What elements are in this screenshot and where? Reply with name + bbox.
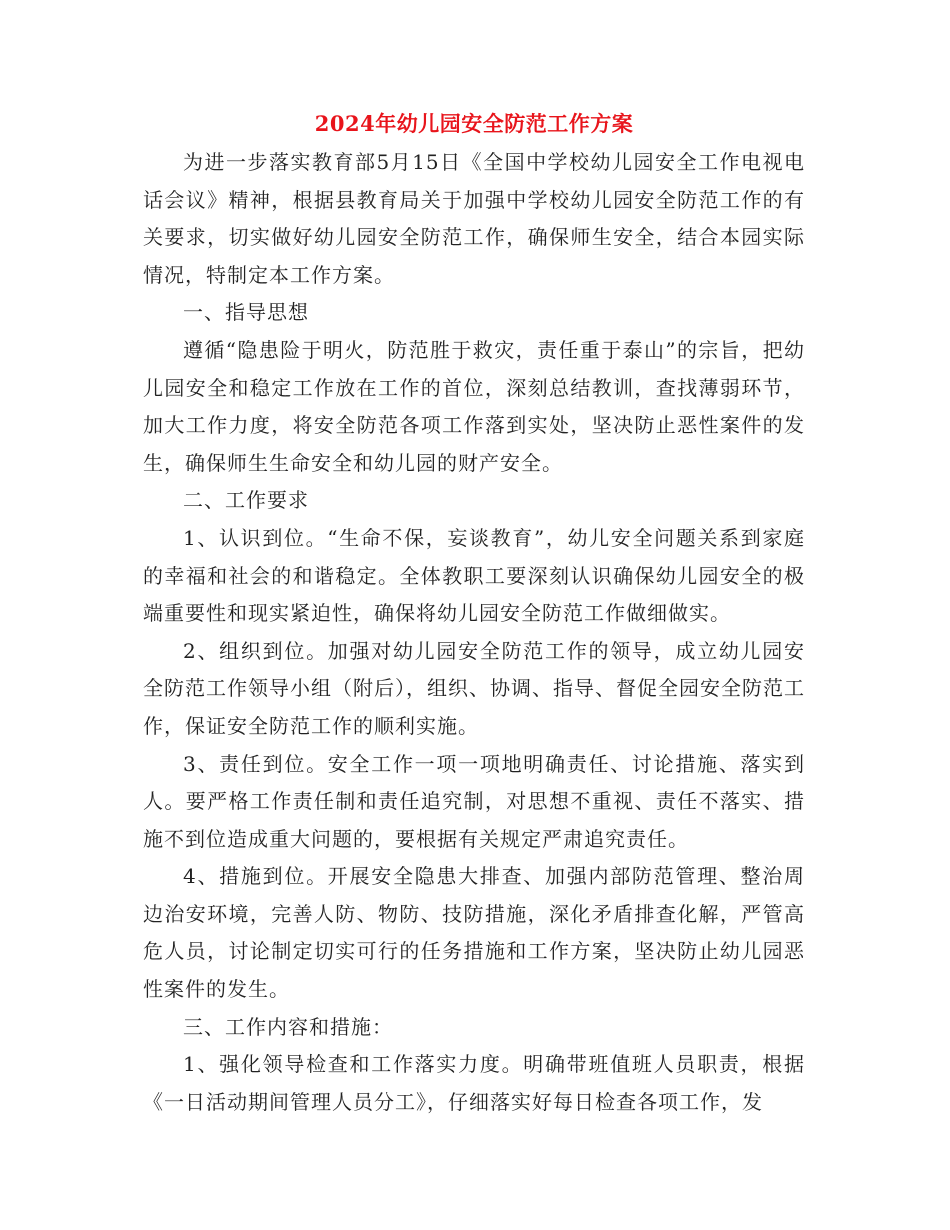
section-3-heading: 三、工作内容和措施：	[183, 1014, 393, 1039]
section-2-item: 3、责任到位。安全工作一项一项地明确责任、讨论措施、落实到人。要严格工作责任制和责任追究制，对思想不重视、责任不落实、措施不到位造成重大问题的，要根据有关规定严肃追究责任。	[143, 751, 805, 851]
document-title: 2024年幼儿园安全防范工作方案	[314, 111, 634, 136]
section-1-heading: 一、指导思想	[183, 300, 309, 325]
section-2-item: 4、措施到位。开展安全隐患大排查、加强内部防范管理、整治周边治安环境，完善人防、物防、技防措施，深化矛盾排查化解，严管高危人员，讨论制定切实可行的任务措施和工作方案，坚决防止幼儿园恶性案件的发生。	[143, 864, 805, 1002]
section-2-item: 2、组织到位。加强对幼儿园安全防范工作的领导，成立幼儿园安全防范工作领导小组（附后），组织、协调、指导、督促全园安全防范工作，保证安全防范工作的顺利实施。	[143, 638, 805, 738]
document-page	[143, 108, 805, 1121]
section-2-item: 1、认识到位。“生命不保，妄谈教育”，幼儿安全问题关系到家庭的幸福和社会的和谐稳定。全体教职工要深刻认识确保幼儿园安全的极端重要性和现实紧迫性，确保将幼儿园安全防范工作做细做实。	[143, 525, 805, 626]
section-3-item: 1、强化领导检查和工作落实力度。明确带班值班人员职责，根据《一日活动期间管理人员分工》，仔细落实好每日检查各项工作，发	[143, 1052, 805, 1114]
section-1-body: 遵循“隐患险于明火，防范胜于救灾，责任重于泰山”的宗旨，把幼儿园安全和稳定工作放在工作的首位，深刻总结教训，查找薄弱环节，加大工作力度，将安全防范各项工作落到实处，坚决防止恶性案件的发生，确保师生生命安全和幼儿园的财产安全。	[143, 337, 805, 475]
section-2-heading: 二、工作要求	[183, 488, 309, 513]
intro-paragraph: 为进一步落实教育部5月15日《全国中学校幼儿园安全工作电视电话会议》精神，根据县教育局关于加强中学校幼儿园安全防范工作的有关要求，切实做好幼儿园安全防范工作，确保师生安全，结合本园实际情况，特制定本工作方案。	[143, 150, 805, 287]
